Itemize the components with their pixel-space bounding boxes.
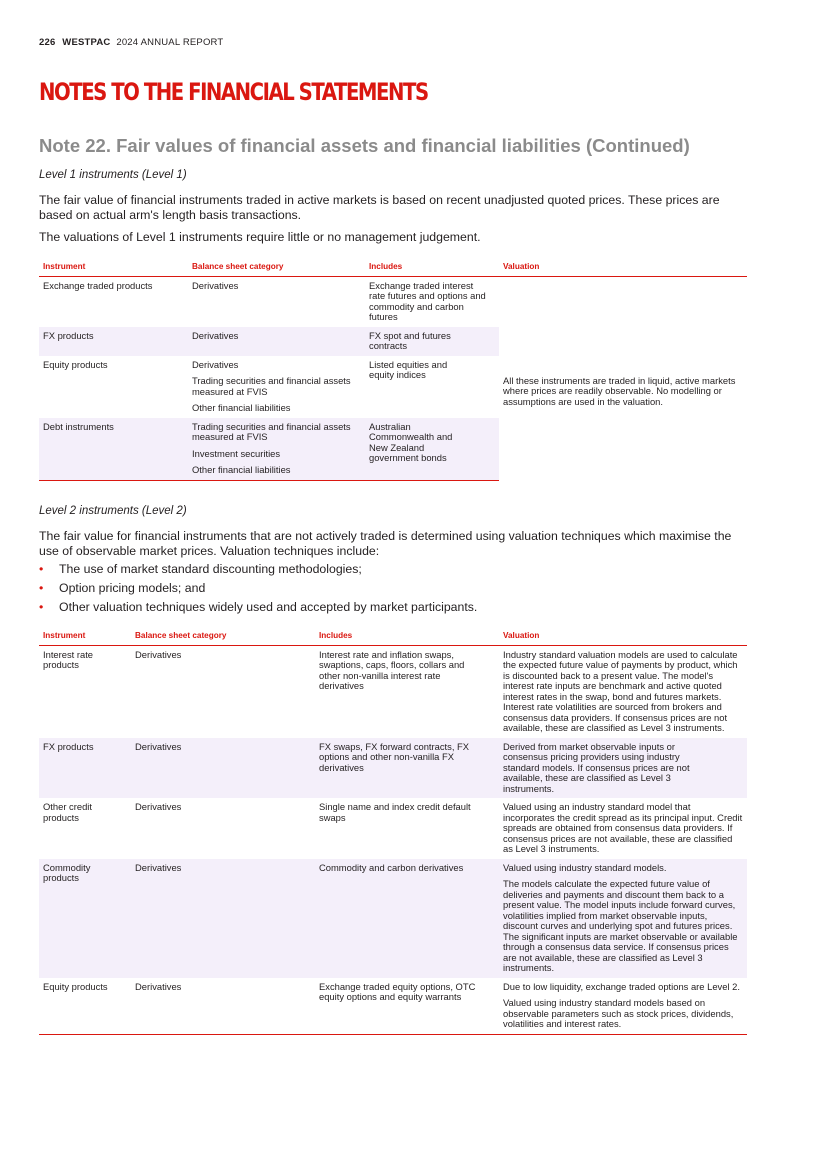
table-header-row [39, 628, 747, 645]
table-header-row [39, 259, 747, 276]
includes-cell: Listed equities and equity indices [369, 358, 448, 380]
category-cell: Derivatives [135, 648, 182, 660]
category-cell: Derivatives [188, 327, 365, 356]
category-cell: Derivatives [131, 859, 315, 978]
level2-heading: Level 2 instruments (Level 2) [39, 505, 187, 517]
instrument-cell: Exchange traded products [43, 279, 153, 291]
level1-table [39, 259, 747, 481]
page-header [39, 37, 223, 48]
list-item [39, 600, 477, 619]
category-line: Investment securities [192, 447, 281, 459]
section-title: NOTES TO THE FINANCIAL STATEMENTS [39, 78, 428, 106]
instrument-text: Other credit products [43, 801, 92, 823]
column-header: Balance sheet category [131, 628, 315, 645]
bullet-icon: • [39, 581, 44, 595]
column-header: Includes [315, 628, 499, 645]
instrument-cell: Equity products [43, 358, 108, 370]
category-cell [188, 356, 365, 418]
instrument-cell [39, 798, 131, 859]
column-header: Instrument [39, 628, 131, 645]
note-heading: Note 22. Fair values of financial assets and financial liabilities (Continued) [39, 135, 690, 156]
valuation-cell [499, 738, 747, 799]
valuation-text: Valued using industry standard models. [503, 861, 667, 873]
brand-name: WESTPAC [62, 37, 111, 48]
level2-paragraph: The fair value for financial instruments that are not actively traded is determined using valuation techniques which maximise the use of observable market prices. Valuation techniques include: [39, 529, 732, 558]
valuation-text: All these instruments are traded in liquid, active markets where prices are readily observable. No modelling or assumptions are used in the valuation. [503, 374, 736, 407]
table-row [39, 798, 747, 859]
category-cell [188, 418, 365, 481]
report-name: 2024 ANNUAL REPORT [116, 37, 224, 48]
category-line: Trading securities and financial assets measured at FVIS [192, 420, 351, 442]
level2-table [39, 628, 747, 1035]
category-cell: Derivatives [135, 801, 182, 812]
category-cell: Derivatives [131, 978, 315, 1035]
valuation-cell: Industry standard valuation models are used to calculate the expected future value of payments by product, which is discounted back to a present value. The model's interest rate inputs are benchmark and active quoted interest rates in the swap, bond and futures markets. Interest rate volatilities are sourced from brokers and consensus data providers. If consensus prices are not available, these are classified as Level 3 instruments. [503, 648, 738, 733]
level1-paragraph: The fair value of financial instruments traded in active markets is based on recent unadjusted quoted prices. These prices are based on actual arm's length basis transactions. [39, 193, 720, 222]
category-cell: Derivatives [192, 279, 239, 291]
valuation-cell [499, 978, 747, 1035]
bullet-icon: • [39, 600, 44, 614]
valuation-text: Due to low liquidity, exchange traded options are Level 2. [503, 980, 740, 992]
instrument-cell [39, 645, 131, 738]
valuation-cell [499, 276, 747, 480]
category-line: Other financial liabilities [192, 464, 291, 475]
includes-cell: Single name and index credit default swaps [319, 801, 471, 823]
instrument-cell: FX products [39, 327, 188, 356]
instrument-cell: FX products [39, 738, 131, 799]
includes-cell: Commodity and carbon derivatives [315, 859, 499, 978]
list-item [39, 562, 477, 581]
bullet-icon: • [39, 562, 44, 576]
includes-cell: FX swaps, FX forward contracts, FX options and other non-vanilla FX derivatives [315, 738, 499, 799]
category-cell: Derivatives [131, 738, 315, 799]
table-row [39, 738, 747, 799]
column-header: Valuation [499, 628, 747, 645]
table-row [39, 859, 747, 978]
valuation-text: The models calculate the expected future value of deliveries and payments and discount them back to a present value. The model inputs include forward curves, volatilities implied from market observable inputs, discount curves and underlying spot and futures prices. The significant inputs are market observable or available through a consensus data service. If consensus prices are not available, these are classified as Level 3 instruments. [503, 878, 738, 973]
category-line: Derivatives [192, 358, 239, 370]
table-row [39, 645, 747, 738]
valuation-cell: Valued using an industry standard model that incorporates the credit spread as its principal input. Credit spreads are obtained from consensus data providers. If consensus prices are not available, these are classified as Level 3 instruments. [503, 801, 743, 854]
column-header: Valuation [499, 259, 747, 276]
list-item [39, 581, 477, 600]
includes-cell: Exchange traded equity options, OTC equity options and equity warrants [315, 978, 499, 1035]
includes-cell: FX spot and futures contracts [365, 327, 499, 356]
valuation-techniques-list [39, 562, 477, 619]
category-line: Trading securities and financial assets measured at FVIS [192, 375, 351, 397]
valuation-cell [499, 859, 747, 978]
instrument-text: Commodity products [43, 861, 91, 883]
list-item-text: Option pricing models; and [59, 581, 206, 595]
column-header: Balance sheet category [188, 259, 365, 276]
list-item-text: Other valuation techniques widely used and accepted by market participants. [59, 600, 478, 614]
level1-judgement-paragraph: The valuations of Level 1 instruments require little or no management judgement. [39, 230, 481, 244]
level1-heading: Level 1 instruments (Level 1) [39, 169, 187, 181]
instrument-cell: Equity products [39, 978, 131, 1035]
valuation-text: Valued using industry standard models based on observable parameters such as stock prices, dividends, volatilities and interest rates. [503, 997, 734, 1029]
valuation-text: Derived from market observable inputs or consensus pricing providers using industry standard models. If consensus prices are not available, these are classified as Level 3 instruments. [503, 740, 690, 794]
category-line: Other financial liabilities [192, 402, 291, 413]
column-header: Includes [365, 259, 499, 276]
table-row [39, 978, 747, 1035]
list-item-text: The use of market standard discounting methodologies; [59, 562, 362, 576]
instrument-text: Interest rate products [43, 648, 94, 670]
table-row [39, 276, 747, 327]
includes-cell: Interest rate and inflation swaps, swaptions, caps, floors, collars and other non-vanilla interest rate derivatives [319, 648, 465, 691]
page-number: 226 [39, 37, 56, 48]
instrument-cell [39, 859, 131, 978]
includes-cell: Exchange traded interest rate futures and options and commodity and carbon futures [369, 279, 486, 322]
includes-cell: Australian Commonwealth and New Zealand government bonds [365, 418, 499, 481]
column-header: Instrument [39, 259, 188, 276]
instrument-cell: Debt instruments [39, 418, 188, 481]
